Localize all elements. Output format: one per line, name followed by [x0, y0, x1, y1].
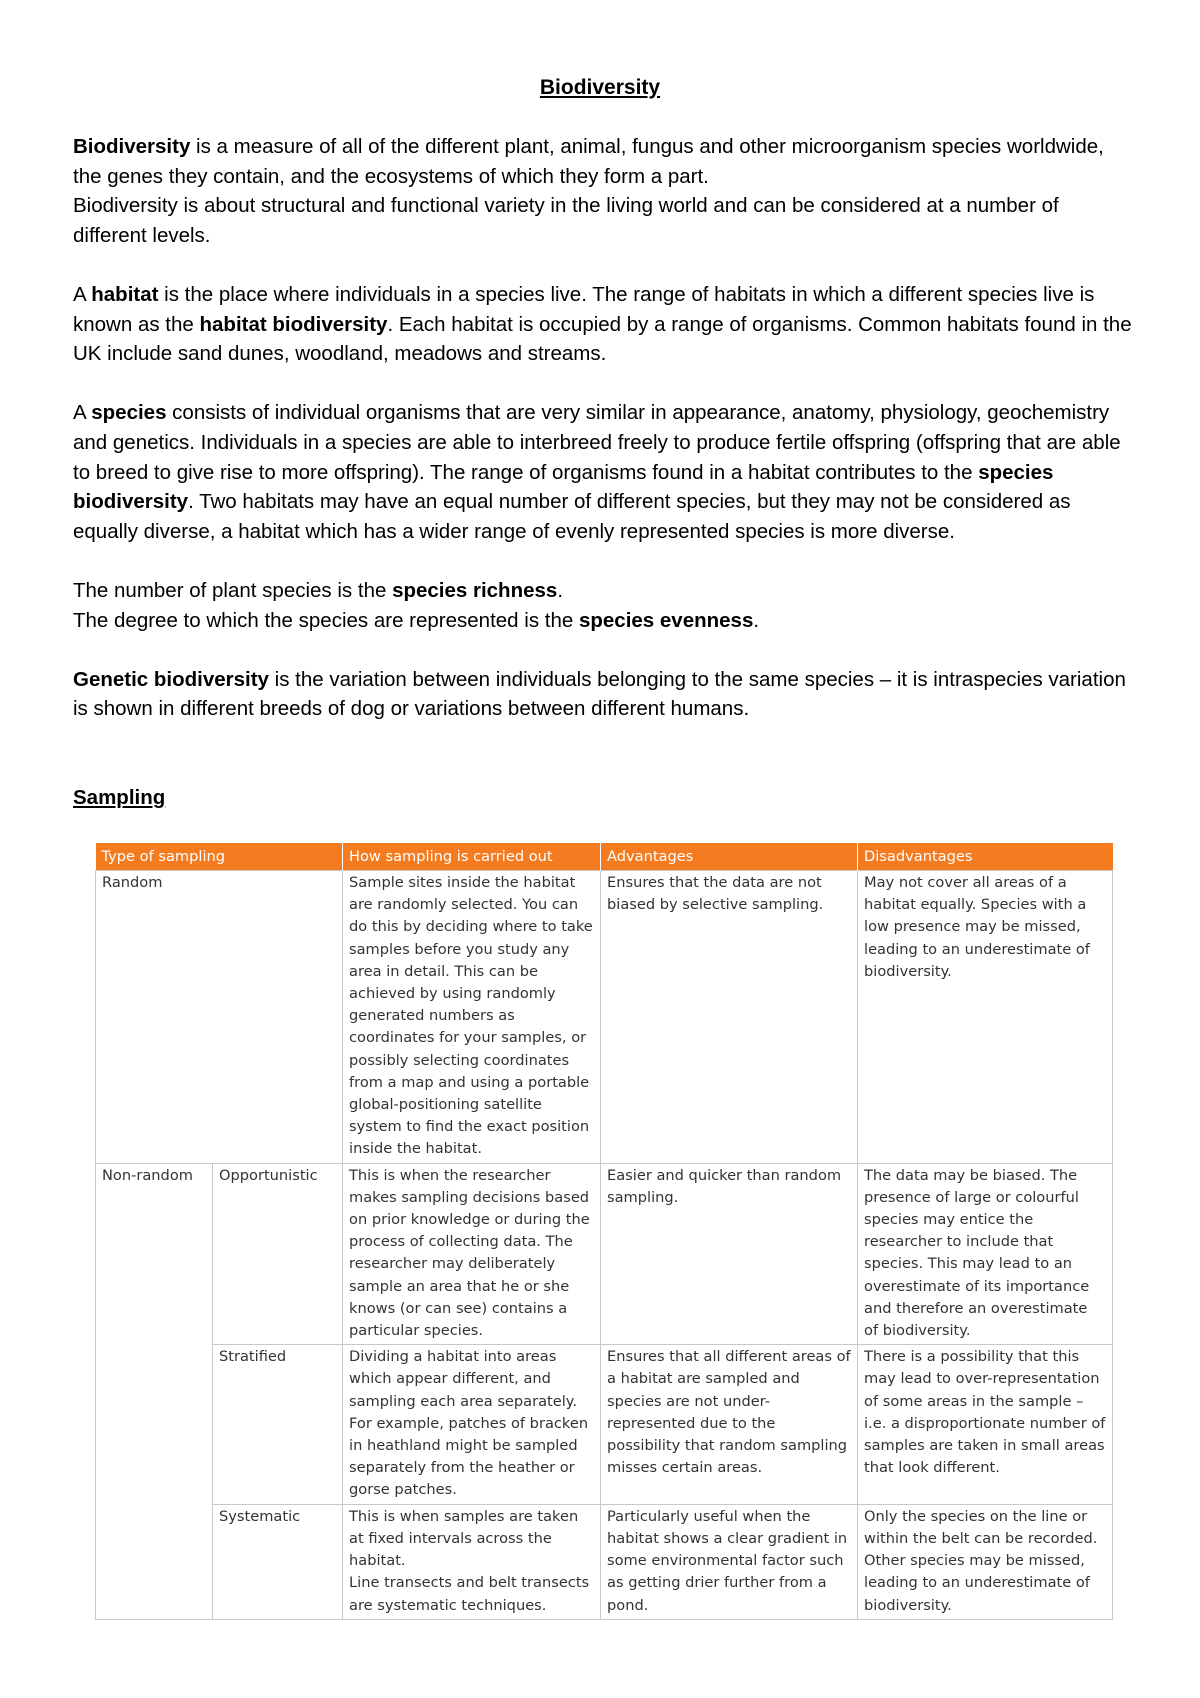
table-row-stratified: [96, 1345, 1113, 1504]
cell-how: Dividing a habitat into areas which appear different, and sampling each area separately. For example, patches of bracken in heathland might be sampled separately from the heather or gorse patches.: [343, 1345, 601, 1504]
species-paragraph: A species consists of individual organisms that are very similar in appearance, anatomy, physiology, geochemistry and genetics. Individuals in a species are able to interbreed freely to produce fertile offspring (offspring that are able to breed to give rise to more offspring). The range of organisms found in a habitat contributes to the species biodiversity. Two habitats may have an equal number of different species, but they may not be considered as equally diverse, a habitat which has a wider range of evenly represented species is more diverse.: [73, 401, 1121, 543]
cell-disadvantages: May not cover all areas of a habitat equally. Species with a low presence may be missed, leading to an underestimate of biodiversity.: [858, 871, 1113, 1164]
cell-non-random: Non-random: [96, 1163, 213, 1619]
cell-disadvantages: There is a possibility that this may lead to over-representation of some areas in the sample – i.e. a disproportionate number of samples are taken in small areas that look different.: [858, 1345, 1113, 1504]
cell-advantages: Particularly useful when the habitat shows a clear gradient in some environmental factor such as getting drier further from a pond.: [601, 1504, 858, 1619]
cell-disadvantages: Only the species on the line or within the belt can be recorded. Other species may be missed, leading to an underestimate of biodiversity.: [858, 1504, 1113, 1619]
term-biodiversity: Biodiversity: [73, 135, 191, 158]
header-advantages: Advantages: [601, 843, 858, 871]
sampling-heading: Sampling: [73, 786, 166, 809]
evenness-line: The degree to which the species are represented is the species evenness.: [73, 608, 760, 632]
cell-subtype: Systematic: [213, 1504, 343, 1619]
intro-paragraph-2: Biodiversity is about structural and functional variety in the living world and can be considered at a number of different levels.: [73, 194, 1059, 247]
cell-how: This is when the researcher makes sampling decisions based on prior knowledge or during the process of collecting data. The researcher may deliberately sample an area that he or she knows (or can see) contains a particular species.: [343, 1163, 601, 1345]
habitat-paragraph: A habitat is the place where individuals in a species live. The range of habitats in which a different species live is known as the habitat biodiversity. Each habitat is occupied by a range of organisms. Common habitats found in the UK include sand dunes, woodland, meadows and streams.: [73, 282, 1132, 366]
term-species: species: [91, 401, 167, 425]
term-species-richness: species richness: [392, 578, 558, 602]
term-habitat-biodiversity: habitat biodiversity: [199, 312, 388, 336]
term-species-biodiversity: species biodiversity: [73, 460, 1054, 514]
cell-subtype: Stratified: [213, 1345, 343, 1504]
header-type: Type of sampling: [96, 843, 343, 871]
richness-line: The number of plant species is the species richness.: [73, 578, 564, 602]
cell-how: Sample sites inside the habitat are randomly selected. You can do this by deciding where to take samples before you study any area in detail. This can be achieved by using randomly generated numbers as coordinates for your samples, or possibly selecting coordinates from a map and using a portable global-positioning satellite system to find the exact position inside the habitat.: [343, 871, 601, 1164]
cell-subtype: Opportunistic: [213, 1163, 343, 1345]
body-text: [73, 132, 1133, 724]
page-title: Biodiversity: [539, 76, 661, 99]
cell-advantages: Ensures that all different areas of a habitat are sampled and species are not under-represented due to the possibility that random sampling misses certain areas.: [601, 1345, 858, 1504]
table-row-systematic: [96, 1504, 1113, 1619]
table-row-opportunistic: [96, 1163, 1113, 1345]
cell-how: This is when samples are taken at fixed intervals across the habitat. Line transects and belt transects are systematic techniques.: [343, 1504, 601, 1619]
intro-paragraph: Biodiversity is a measure of all of the different plant, animal, fungus and other microorganism species worldwide, the genes they contain, and the ecosystems of which they form a part.: [73, 135, 1104, 188]
cell-disadvantages: The data may be biased. The presence of large or colourful species may entice the researcher to include that species. This may lead to an overestimate of its importance and therefore an overestimate of biodiversity.: [858, 1163, 1113, 1345]
genetic-paragraph: Genetic biodiversity is the variation between individuals belonging to the same species – it is intraspecies variation is shown in different breeds of dog or variations between different humans.: [73, 667, 1126, 721]
header-disadvantages: Disadvantages: [858, 843, 1113, 871]
sampling-table: [95, 843, 1113, 1620]
term-species-evenness: species evenness: [578, 608, 754, 632]
header-how: How sampling is carried out: [343, 843, 601, 871]
cell-advantages: Easier and quicker than random sampling.: [601, 1163, 858, 1345]
cell-advantages: Ensures that the data are not biased by selective sampling.: [601, 871, 858, 1164]
term-habitat: habitat: [91, 282, 159, 306]
cell-type: Random: [96, 871, 343, 1164]
term-genetic-biodiversity: Genetic biodiversity: [73, 667, 269, 691]
table-row-random: [96, 871, 1113, 1164]
table-header-row: [96, 843, 1113, 871]
